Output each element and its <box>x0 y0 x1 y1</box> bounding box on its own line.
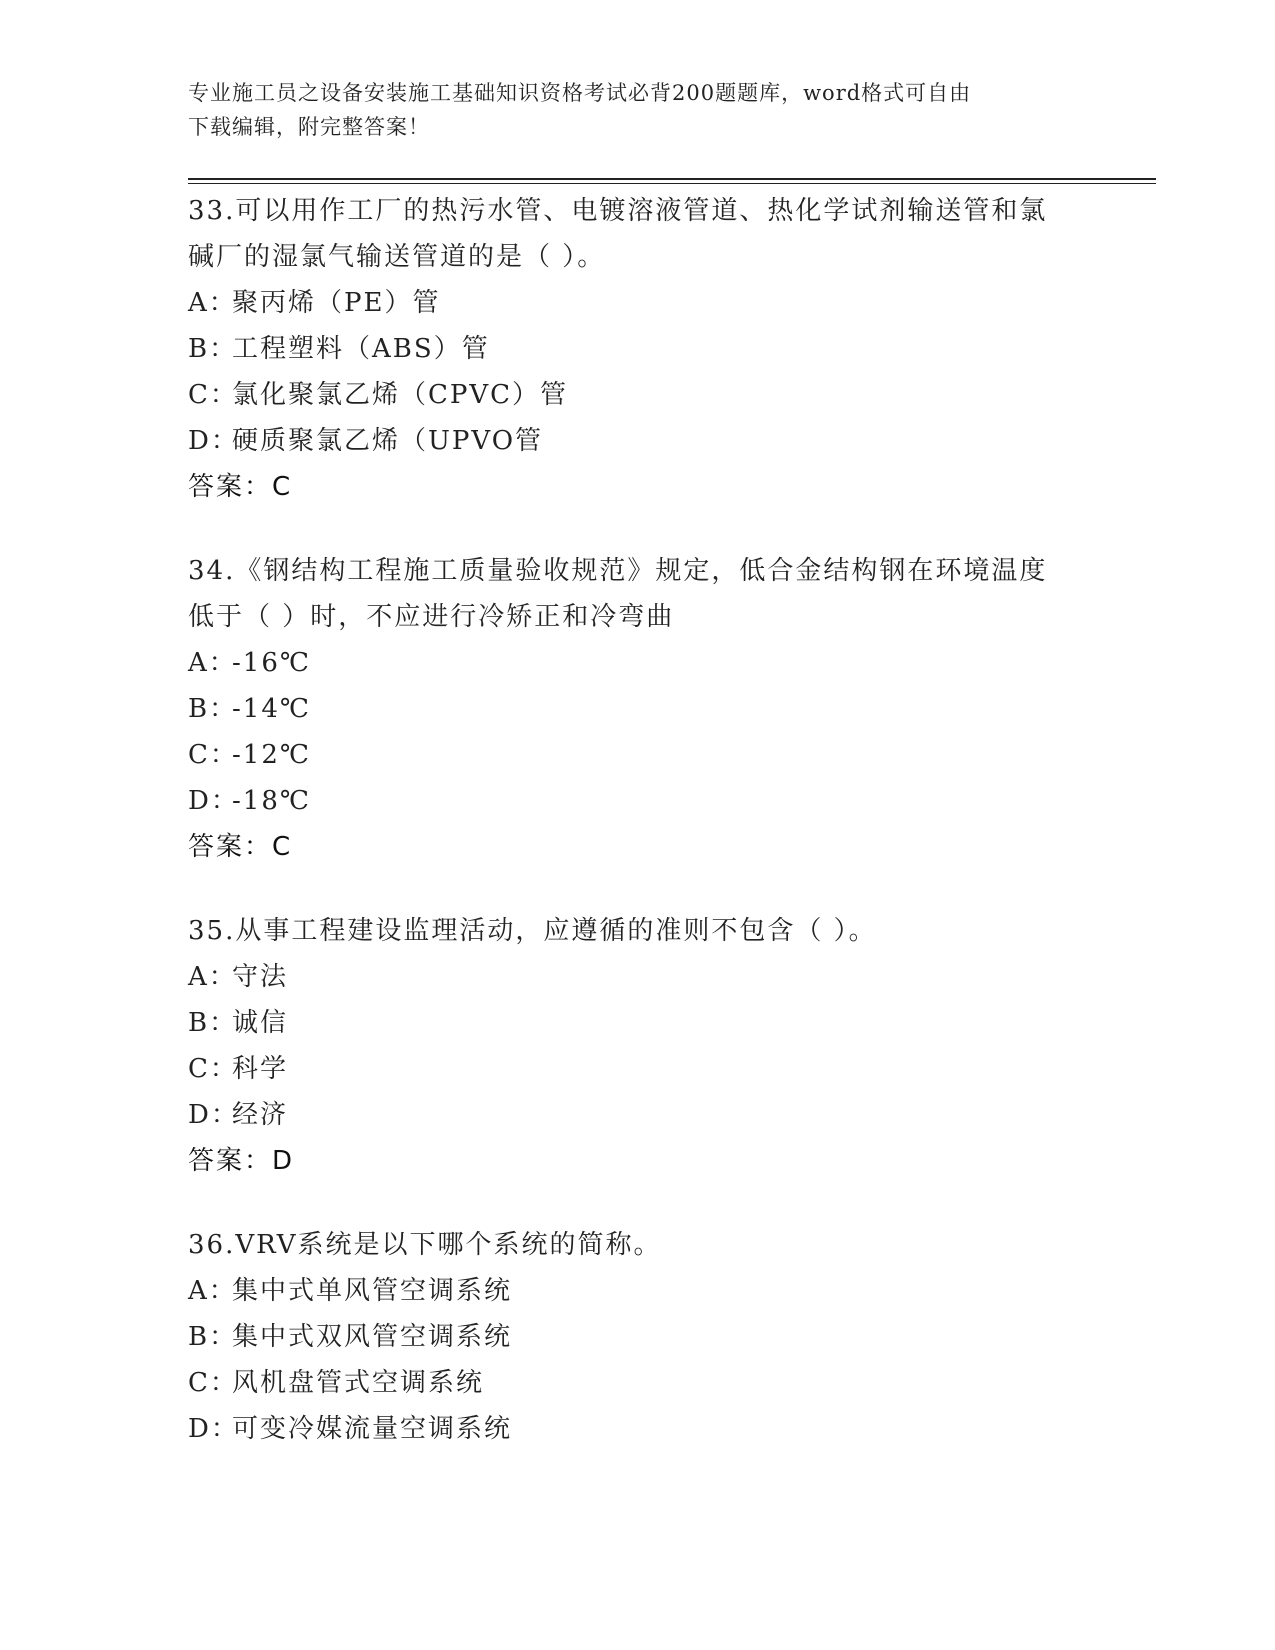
option-a <box>188 954 1088 1000</box>
option-text: 工程塑料（ABS）管 <box>232 334 490 364</box>
question-text-line: 36.VRV系统是以下哪个系统的简称。 <box>188 1230 662 1260</box>
option-letter: D： <box>188 1100 239 1130</box>
option-letter: D： <box>188 786 239 816</box>
question-34 <box>188 548 1088 870</box>
option-letter: A： <box>188 648 237 678</box>
option-letter: A： <box>188 962 237 992</box>
question-text-line: 34.《钢结构工程施工质量验收规范》规定，低合金结构钢在环境温度 <box>188 556 1048 586</box>
question-list <box>188 188 1088 1490</box>
answer-text: 答案：C <box>188 472 293 502</box>
question-text-line: 碱厂的湿氯气输送管道的是（ ）。 <box>188 242 606 272</box>
question-text-line: 33.可以用作工厂的热污水管、电镀溶液管道、热化学试剂输送管和氯 <box>188 196 1048 226</box>
option-letter: A： <box>188 288 237 318</box>
option-c <box>188 1360 1088 1406</box>
header-divider-thick <box>188 178 1156 180</box>
question-text-line: 低于（ ）时，不应进行冷矫正和冷弯曲 <box>188 602 675 632</box>
option-text: 聚丙烯（PE）管 <box>232 288 441 318</box>
question-text-line: 35.从事工程建设监理活动，应遵循的准则不包含（ ）。 <box>188 916 877 946</box>
option-text: 风机盘管式空调系统 <box>232 1368 485 1398</box>
option-text: 氯化聚氯乙烯（CPVC）管 <box>232 380 569 410</box>
option-text: 守法 <box>232 962 289 992</box>
option-d <box>188 1092 1088 1138</box>
option-letter: D： <box>188 426 239 456</box>
document-header <box>188 76 1088 144</box>
option-text: 硬质聚氯乙烯（UPVO管 <box>232 426 544 456</box>
option-letter: D： <box>188 1414 239 1444</box>
option-a <box>188 1268 1088 1314</box>
option-b <box>188 686 1088 732</box>
option-text: -16℃ <box>232 648 311 678</box>
option-d <box>188 1406 1088 1452</box>
option-text: -14℃ <box>232 694 311 724</box>
option-a <box>188 640 1088 686</box>
option-letter: C： <box>188 740 238 770</box>
option-a <box>188 280 1088 326</box>
option-c <box>188 1046 1088 1092</box>
option-letter: B： <box>188 694 238 724</box>
option-b <box>188 1000 1088 1046</box>
option-letter: C： <box>188 1368 238 1398</box>
option-letter: B： <box>188 1008 238 1038</box>
option-text: 诚信 <box>232 1008 289 1038</box>
header-line-1: 专业施工员之设备安装施工基础知识资格考试必背200题题库，word格式可自由 <box>188 81 972 105</box>
option-text: 科学 <box>232 1054 289 1084</box>
option-letter: B： <box>188 1322 238 1352</box>
option-letter: C： <box>188 1054 238 1084</box>
option-text: 可变冷媒流量空调系统 <box>232 1414 513 1444</box>
option-c <box>188 372 1088 418</box>
option-d <box>188 418 1088 464</box>
option-letter: A： <box>188 1276 237 1306</box>
option-b <box>188 1314 1088 1360</box>
header-line-2: 下载编辑，附完整答案！ <box>188 115 430 139</box>
option-letter: C： <box>188 380 238 410</box>
option-text: 经济 <box>232 1100 289 1130</box>
option-b <box>188 326 1088 372</box>
answer-text: 答案：D <box>188 1146 295 1176</box>
option-text: 集中式双风管空调系统 <box>232 1322 513 1352</box>
option-d <box>188 778 1088 824</box>
question-33 <box>188 188 1088 510</box>
option-text: -12℃ <box>232 740 311 770</box>
answer-text: 答案：C <box>188 832 293 862</box>
option-text: -18℃ <box>232 786 311 816</box>
header-divider-thin <box>188 183 1156 184</box>
question-36 <box>188 1222 1088 1452</box>
option-letter: B： <box>188 334 238 364</box>
option-c <box>188 732 1088 778</box>
option-text: 集中式单风管空调系统 <box>232 1276 513 1306</box>
question-35 <box>188 908 1088 1184</box>
